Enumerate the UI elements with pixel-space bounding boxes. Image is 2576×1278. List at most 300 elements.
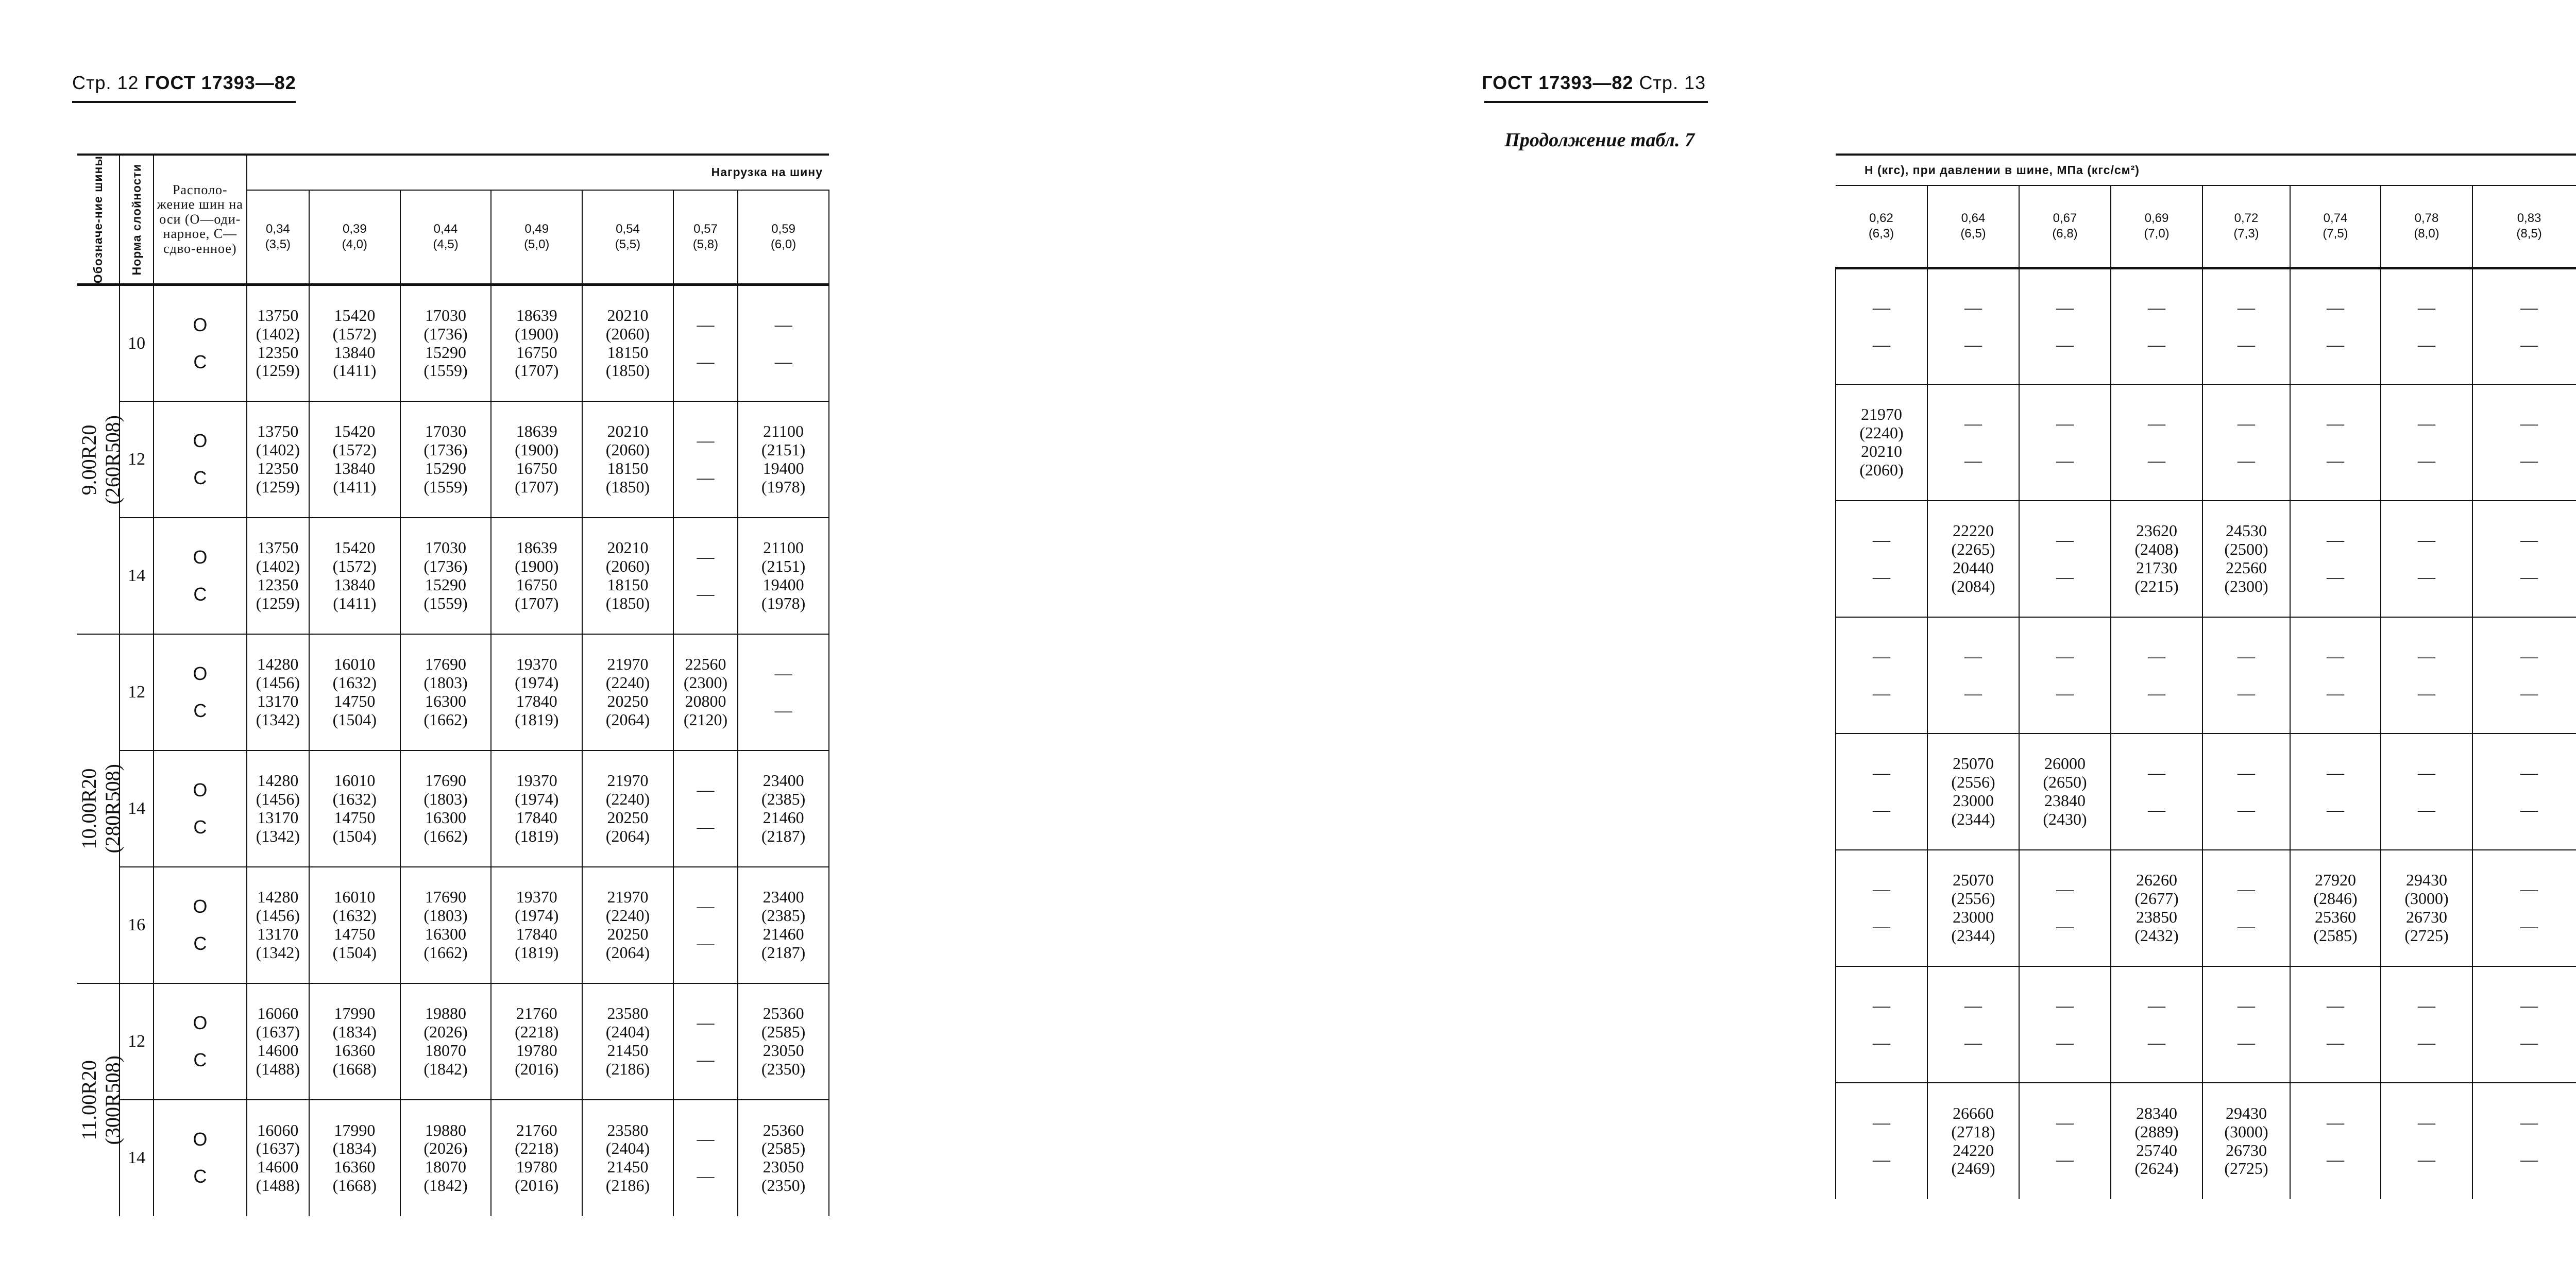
- table-row: [1836, 734, 2576, 850]
- pressure-mpa: 0,62: [1869, 211, 1893, 226]
- load-cell: [2381, 617, 2472, 734]
- load-cell: [2111, 617, 2202, 734]
- pressure-kgf: (6,0): [770, 237, 796, 252]
- placement-dual: С: [193, 467, 207, 488]
- load-kgf: (1402): [256, 556, 300, 575]
- pressure-mpa: 0,34: [266, 222, 290, 236]
- th-ply-rating: Норма слойности: [120, 155, 154, 285]
- dash-value: —: [1964, 1033, 1982, 1052]
- dash-value: —: [697, 817, 715, 837]
- pressure-kgf: (7,0): [2144, 227, 2170, 241]
- load-newton: 20250: [607, 808, 649, 827]
- load-kgf: (2265): [1951, 540, 1995, 559]
- load-cell: [738, 983, 829, 1100]
- load-cell: [2381, 268, 2472, 384]
- load-cell: [2202, 1083, 2290, 1199]
- load-newton: 13750: [257, 305, 299, 325]
- placement-dual: С: [193, 351, 207, 372]
- load-cell: [673, 634, 738, 751]
- load-newton: 12350: [257, 343, 299, 362]
- load-cell: [1836, 734, 1927, 850]
- load-newton: 17990: [334, 1004, 376, 1023]
- load-kgf: (1259): [256, 593, 300, 612]
- page-number-left: Стр. 12: [72, 72, 139, 93]
- dash-value: —: [2148, 684, 2165, 703]
- load-cell: [400, 401, 492, 518]
- load-cell: [400, 867, 492, 983]
- dash-value: —: [2327, 800, 2344, 820]
- load-cell: [582, 1100, 673, 1216]
- load-newton: 15290: [425, 458, 467, 478]
- load-kgf: (1559): [423, 361, 468, 380]
- load-cell: [2111, 850, 2202, 966]
- load-newton: 16300: [425, 691, 467, 710]
- pressure-header: [2019, 185, 2111, 268]
- load-cell: [1927, 1083, 2019, 1199]
- pressure-mpa: 0,44: [433, 222, 458, 236]
- dash-value: —: [1873, 880, 1890, 899]
- load-newton: 24530: [2226, 521, 2267, 540]
- placement-single: О: [193, 662, 208, 684]
- load-cell: [309, 1100, 400, 1216]
- load-kgf: (1819): [515, 710, 559, 729]
- table-row: [77, 1100, 829, 1216]
- load-newton: 13170: [257, 691, 299, 710]
- load-kgf: (2060): [605, 556, 650, 575]
- load-kgf: (1559): [423, 593, 468, 612]
- load-cell: [400, 751, 492, 867]
- header-rule-right: [1484, 101, 1708, 103]
- dash-value: —: [2418, 684, 2435, 703]
- dash-value: —: [2148, 335, 2165, 354]
- table-row: [77, 285, 829, 401]
- load-kgf: (1974): [515, 906, 559, 925]
- load-table-right: [1835, 154, 2576, 1199]
- load-newton: 17840: [516, 924, 557, 943]
- load-cell: [2019, 1083, 2111, 1199]
- pressure-mpa: 0,67: [2053, 211, 2077, 226]
- load-kgf: (2650): [2043, 773, 2087, 792]
- load-cell: [491, 634, 582, 751]
- load-cell: [309, 401, 400, 518]
- pressure-mpa: 0,57: [693, 222, 718, 236]
- load-cell: [2472, 501, 2576, 617]
- load-kgf: (1402): [256, 440, 300, 459]
- load-cell: [247, 983, 309, 1100]
- pressure-kgf: (5,5): [615, 237, 641, 252]
- load-newton: 17030: [425, 422, 467, 441]
- load-newton: 21100: [763, 422, 804, 441]
- load-cell: [673, 518, 738, 634]
- load-newton: 16010: [334, 655, 376, 674]
- load-kgf: (1632): [332, 906, 377, 925]
- pressure-kgf: (8,0): [2414, 227, 2439, 241]
- ply-rating: 14: [120, 518, 154, 634]
- load-kgf: (2385): [761, 906, 806, 925]
- load-newton: 13840: [334, 343, 376, 362]
- load-cell: [1836, 384, 1927, 501]
- load-kgf: (1707): [515, 361, 559, 380]
- dash-value: —: [2418, 1113, 2435, 1132]
- load-newton: 21460: [762, 924, 804, 943]
- load-newton: 18070: [425, 1041, 467, 1060]
- load-cell: [2472, 734, 2576, 850]
- load-kgf: (1411): [333, 477, 377, 496]
- load-kgf: (1803): [423, 906, 468, 925]
- dash-value: —: [1964, 335, 1982, 354]
- dash-value: —: [2056, 568, 2074, 587]
- load-kgf: (1662): [423, 710, 468, 729]
- load-newton: 20440: [1953, 558, 1994, 577]
- dash-value: —: [1873, 647, 1890, 666]
- load-newton: 19370: [516, 655, 557, 674]
- load-newton: 25360: [762, 1004, 804, 1023]
- load-cell: [673, 285, 738, 401]
- load-newton: 19400: [762, 575, 804, 594]
- pressure-kgf: (6,5): [1960, 227, 1986, 241]
- load-cell: [2202, 617, 2290, 734]
- dash-value: —: [2238, 451, 2255, 470]
- load-newton: 14750: [334, 808, 376, 827]
- pressure-header: [400, 190, 492, 285]
- load-newton: 16300: [425, 808, 467, 827]
- load-newton: 21460: [762, 808, 804, 827]
- load-cell: [1836, 268, 1927, 384]
- load-kgf: (2187): [761, 826, 806, 845]
- dash-value: —: [697, 468, 715, 487]
- dash-value: —: [2520, 800, 2538, 820]
- load-newton: 22560: [685, 655, 726, 674]
- load-newton: 25740: [2136, 1140, 2177, 1160]
- load-newton: 21100: [763, 538, 804, 557]
- dash-value: —: [2056, 880, 2074, 899]
- table-row: [1836, 1083, 2576, 1199]
- load-cell: [491, 983, 582, 1100]
- load-newton: 17690: [425, 655, 467, 674]
- load-cell: [247, 518, 309, 634]
- load-kgf: (2151): [761, 556, 806, 575]
- load-cell: [2111, 384, 2202, 501]
- placement-cell: [154, 983, 247, 1100]
- pressure-kgf: (5,8): [692, 237, 719, 252]
- load-newton: 26000: [2044, 754, 2086, 773]
- load-cell: [582, 401, 673, 518]
- pressure-header: [673, 190, 738, 285]
- load-newton: 14750: [334, 924, 376, 943]
- load-kgf: (1637): [256, 1139, 300, 1158]
- load-newton: 16060: [257, 1004, 299, 1023]
- load-newton: 26260: [2136, 871, 2177, 890]
- table-row: [77, 634, 829, 751]
- load-kgf: (1978): [761, 593, 806, 612]
- load-cell: [2202, 268, 2290, 384]
- load-cell: [400, 285, 492, 401]
- load-newton: 16010: [334, 888, 376, 907]
- load-cell: [2381, 384, 2472, 501]
- dash-value: —: [2238, 647, 2255, 666]
- load-kgf: (2385): [761, 789, 806, 808]
- load-newton: 20250: [607, 924, 649, 943]
- pressure-mpa: 0,78: [2414, 211, 2439, 226]
- load-newton: 29430: [2226, 1103, 2267, 1122]
- load-kgf: (2064): [605, 710, 650, 729]
- ply-rating: 12: [120, 401, 154, 518]
- pressure-header: [1927, 185, 2019, 268]
- tire-size: 10.00R20: [77, 768, 100, 849]
- load-cell: [2472, 850, 2576, 966]
- load-kgf: (1504): [332, 710, 377, 729]
- table-row: [1836, 384, 2576, 501]
- load-newton: 14600: [257, 1157, 299, 1177]
- pressure-header: [738, 190, 829, 285]
- load-cell: [2019, 850, 2111, 966]
- load-cell: [491, 751, 582, 867]
- load-cell: [247, 634, 309, 751]
- pressure-header: [2111, 185, 2202, 268]
- load-cell: [2381, 1083, 2472, 1199]
- load-newton: 21970: [607, 655, 649, 674]
- tire-metric: (260R508): [101, 415, 124, 505]
- load-cell: [1927, 268, 2019, 384]
- load-kgf: (1834): [332, 1139, 377, 1158]
- load-cell: [247, 1100, 309, 1216]
- tire-designation: [77, 285, 124, 634]
- load-kgf: (1900): [515, 324, 559, 343]
- ply-rating: 14: [120, 1100, 154, 1216]
- dash-value: —: [2056, 917, 2074, 936]
- load-cell: [491, 401, 582, 518]
- standard-title-right: ГОСТ 17393—82: [1482, 72, 1634, 93]
- load-kgf: (2624): [2134, 1159, 2179, 1178]
- load-kgf: (1850): [605, 593, 650, 612]
- load-newton: 20210: [607, 305, 649, 325]
- load-kgf: (1488): [256, 1059, 300, 1078]
- dash-value: —: [2520, 568, 2538, 587]
- dash-value: —: [1964, 684, 1982, 703]
- load-kgf: (2187): [761, 943, 806, 962]
- load-kgf: (2186): [605, 1176, 650, 1195]
- load-kgf: (2060): [605, 440, 650, 459]
- dash-value: —: [774, 352, 792, 371]
- load-kgf: (1736): [423, 556, 468, 575]
- load-newton: 19780: [516, 1041, 557, 1060]
- dash-value: —: [2238, 1033, 2255, 1052]
- dash-value: —: [697, 780, 715, 799]
- load-cell: [2202, 966, 2290, 1083]
- dash-value: —: [1964, 414, 1982, 433]
- load-cell: [400, 1100, 492, 1216]
- load-cell: [582, 634, 673, 751]
- load-kgf: (2240): [1859, 423, 1904, 442]
- ply-rating: 16: [120, 867, 154, 983]
- dash-value: —: [2418, 335, 2435, 354]
- load-kgf: (2846): [2313, 889, 2358, 908]
- dash-value: —: [2056, 647, 2074, 666]
- load-kgf: (2016): [515, 1059, 559, 1078]
- load-kgf: (1259): [256, 361, 300, 380]
- load-cell: [673, 1100, 738, 1216]
- dash-value: —: [2148, 298, 2165, 317]
- dash-value: —: [2056, 531, 2074, 550]
- dash-value: —: [2520, 1150, 2538, 1169]
- table-row: [77, 751, 829, 867]
- dash-value: —: [2056, 1033, 2074, 1052]
- load-kgf: (1842): [423, 1059, 468, 1078]
- load-kgf: (1803): [423, 673, 468, 692]
- load-kgf: (2084): [1951, 576, 1995, 595]
- load-cell: [2019, 734, 2111, 850]
- load-newton: 25360: [762, 1120, 804, 1139]
- dash-value: —: [1873, 684, 1890, 703]
- dash-value: —: [697, 352, 715, 371]
- load-kgf: (1504): [332, 826, 377, 845]
- load-cell: [738, 401, 829, 518]
- load-newton: 18639: [516, 422, 557, 441]
- dash-value: —: [2327, 1150, 2344, 1169]
- load-cell: [2202, 734, 2290, 850]
- pressure-mpa: 0,74: [2323, 211, 2348, 226]
- load-cell: [2019, 966, 2111, 1083]
- load-cell: [1927, 384, 2019, 501]
- load-newton: 13750: [257, 422, 299, 441]
- load-kgf: (2240): [605, 789, 650, 808]
- load-newton: 16060: [257, 1120, 299, 1139]
- table-row: [1836, 501, 2576, 617]
- dash-value: —: [1873, 298, 1890, 317]
- load-newton: 18150: [607, 458, 649, 478]
- page-header-left: [72, 72, 296, 94]
- dash-value: —: [2327, 763, 2344, 782]
- load-cell: [1927, 617, 2019, 734]
- load-cell: [2381, 501, 2472, 617]
- load-cell: [309, 983, 400, 1100]
- pressure-header: [491, 190, 582, 285]
- dash-value: —: [2418, 996, 2435, 1015]
- th-placement: Располо-жение шин на оси (О—оди-нарное, С—сдво-енное): [154, 155, 247, 285]
- load-kgf: (1803): [423, 789, 468, 808]
- load-newton: 12350: [257, 575, 299, 594]
- load-newton: 15290: [425, 575, 467, 594]
- load-newton: 17030: [425, 538, 467, 557]
- dash-value: —: [1873, 996, 1890, 1015]
- dash-value: —: [2418, 298, 2435, 317]
- placement-single: О: [193, 1129, 208, 1150]
- load-cell: [1927, 966, 2019, 1083]
- load-cell: [738, 1100, 829, 1216]
- pressure-kgf: (7,5): [2323, 227, 2348, 241]
- dash-value: —: [2238, 298, 2255, 317]
- load-kgf: (1834): [332, 1022, 377, 1041]
- load-newton: 28340: [2136, 1103, 2177, 1122]
- dash-value: —: [2056, 684, 2074, 703]
- load-cell: [309, 867, 400, 983]
- dash-value: —: [2148, 451, 2165, 470]
- load-newton: 22220: [1953, 521, 1994, 540]
- dash-value: —: [2520, 451, 2538, 470]
- load-newton: 18150: [607, 575, 649, 594]
- load-kgf: (2026): [423, 1022, 468, 1041]
- load-cell: [2111, 268, 2202, 384]
- load-cell: [2381, 734, 2472, 850]
- dash-value: —: [2327, 568, 2344, 587]
- pressure-mpa: 0,39: [342, 222, 367, 236]
- load-newton: 18639: [516, 538, 557, 557]
- load-cell: [2202, 850, 2290, 966]
- load-newton: 22560: [2226, 558, 2267, 577]
- load-kgf: (1342): [256, 710, 300, 729]
- dash-value: —: [1964, 298, 1982, 317]
- load-kgf: (2718): [1951, 1122, 1995, 1141]
- dash-value: —: [2520, 335, 2538, 354]
- dash-value: —: [2238, 414, 2255, 433]
- dash-value: —: [2238, 800, 2255, 820]
- load-newton: 21970: [607, 888, 649, 907]
- dash-value: —: [2056, 414, 2074, 433]
- load-cell: [2472, 268, 2576, 384]
- dash-value: —: [2520, 298, 2538, 317]
- load-kgf: (1411): [333, 593, 377, 612]
- load-cell: [2381, 966, 2472, 1083]
- load-kgf: (2344): [1951, 809, 1995, 828]
- dash-value: —: [2148, 1033, 2165, 1052]
- load-cell: [491, 867, 582, 983]
- load-kgf: (1637): [256, 1022, 300, 1041]
- load-kgf: (2585): [761, 1022, 806, 1041]
- load-kgf: (1572): [332, 440, 377, 459]
- load-kgf: (2218): [515, 1139, 559, 1158]
- load-kgf: (2430): [2043, 809, 2087, 828]
- dash-value: —: [2418, 763, 2435, 782]
- load-newton: 16360: [334, 1041, 376, 1060]
- load-newton: 23580: [607, 1120, 649, 1139]
- header-rule-left: [72, 101, 296, 103]
- load-cell: [2111, 734, 2202, 850]
- table-row: [77, 983, 829, 1100]
- load-newton: 19880: [425, 1120, 467, 1139]
- load-cell: [400, 518, 492, 634]
- dash-value: —: [2327, 335, 2344, 354]
- placement-cell: [154, 867, 247, 983]
- load-newton: 20210: [607, 422, 649, 441]
- load-kgf: (1456): [256, 673, 300, 692]
- load-newton: 15420: [334, 305, 376, 325]
- load-cell: [309, 751, 400, 867]
- load-kgf: (2344): [1951, 926, 1995, 945]
- load-cell: [2111, 1083, 2202, 1199]
- dash-value: —: [2327, 451, 2344, 470]
- dash-value: —: [1873, 568, 1890, 587]
- load-kgf: (2500): [2224, 540, 2268, 559]
- ply-rating: 10: [120, 285, 154, 401]
- pressure-kgf: (4,0): [342, 237, 368, 252]
- dash-value: —: [2418, 1150, 2435, 1169]
- dash-value: —: [1873, 1150, 1890, 1169]
- dash-value: —: [2418, 568, 2435, 587]
- load-kgf: (1342): [256, 943, 300, 962]
- tire-designation: [77, 634, 124, 983]
- placement-cell: [154, 751, 247, 867]
- load-newton: 19370: [516, 771, 557, 790]
- dash-value: —: [1873, 763, 1890, 782]
- dash-value: —: [1873, 531, 1890, 550]
- load-newton: 14280: [257, 655, 299, 674]
- load-newton: 27920: [2315, 871, 2356, 890]
- dash-value: —: [2238, 684, 2255, 703]
- load-cell: [1927, 734, 2019, 850]
- load-cell: [738, 751, 829, 867]
- load-newton: 21450: [607, 1041, 649, 1060]
- pressure-mpa: 0,54: [616, 222, 640, 236]
